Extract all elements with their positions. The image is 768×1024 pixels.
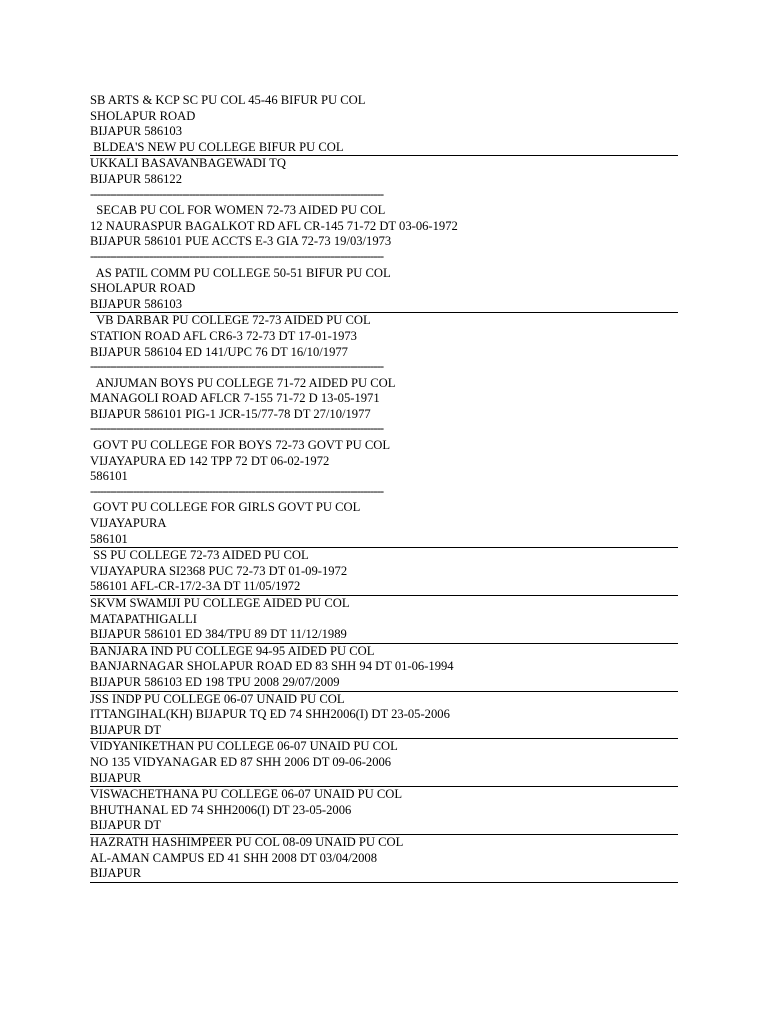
college-name-line: VB DARBAR PU COLLEGE 72-73 AIDED PU COL [90,313,371,328]
college-detail-line: 586101 AFL-CR-17/2-3A DT 11/05/1972 [90,579,301,594]
college-record [90,266,678,314]
college-name-line: SKVM SWAMIJI PU COLLEGE AIDED PU COL [90,596,350,610]
college-detail-line: STATION ROAD AFL CR6-3 72-73 DT 17-01-1973 [90,328,357,343]
college-detail-line: BIJAPUR 586103 [90,124,183,139]
record-divider-dashes: ----------------------------------------------------------------------------------------- [90,360,384,374]
college-detail-line: BIJAPUR 586101 ED 384/TPU 89 DT 11/12/1989 [90,627,347,642]
college-detail-line: 586101 [90,531,128,546]
college-detail-line: BIJAPUR 586101 PUE ACCTS E-3 GIA 72-73 19/03/1973 [90,234,392,249]
college-record [90,500,678,548]
college-record [90,140,678,157]
college-detail-line: 586101 [90,469,128,484]
record-divider-dashes: ----------------------------------------------------------------------------------------- [90,484,384,498]
college-detail-line: MANAGOLI ROAD AFLCR 7-155 71-72 D 13-05-1971 [90,391,380,406]
college-detail-line: MATAPATHIGALLI [90,611,197,626]
college-record [90,93,678,140]
college-name-line: ANJUMAN BOYS PU COLLEGE 71-72 AIDED PU COL [90,375,396,390]
college-record [90,835,678,883]
college-name-line: JSS INDP PU COLLEGE 06-07 UNAID PU COL [90,691,345,706]
college-detail-line: BIJAPUR 586122 [90,171,183,186]
college-detail-line: BIJAPUR DT [90,818,162,833]
college-record [90,548,678,596]
college-detail-line: BIJAPUR [90,770,142,785]
college-detail-line: BIJAPUR [90,866,142,881]
college-detail-line: AL-AMAN CAMPUS ED 41 SHH 2008 DT 03/04/2008 [90,850,377,865]
college-name-line: SS PU COLLEGE 72-73 AIDED PU COL [90,548,309,563]
college-detail-line: VIJAYAPURA [90,516,167,531]
college-record [90,692,678,740]
college-record [90,438,678,500]
record-divider-dashes: ----------------------------------------------------------------------------------------- [90,187,384,201]
college-detail-line: BIJAPUR 586104 ED 141/UPC 76 DT 16/10/1977 [90,344,348,359]
college-name-line: VIDYANIKETHAN PU COLLEGE 06-07 UNAID PU COL [90,739,398,754]
college-detail-line: BIJAPUR 586103 ED 198 TPU 2008 29/07/2009 [90,674,340,689]
college-record [90,596,678,644]
college-detail-line: BIJAPUR DT [90,722,162,737]
college-detail-line: ITTANGIHAL(KH) BIJAPUR TQ ED 74 SHH2006(I) DT 23-05-2006 [90,707,450,722]
college-record [90,787,678,835]
college-name-line: SECAB PU COL FOR WOMEN 72-73 AIDED PU COL [90,203,386,218]
college-record [90,376,678,438]
record-divider-dashes: ----------------------------------------------------------------------------------------- [90,249,384,263]
college-name-line: BANJARA IND PU COLLEGE 94-95 AIDED PU COL [90,643,375,658]
college-name-line: BLDEA'S NEW PU COLLEGE BIFUR PU COL [90,139,344,154]
college-name-line: AS PATIL COMM PU COLLEGE 50-51 BIFUR PU COL [90,265,391,280]
college-detail-line: BIJAPUR 586103 [90,296,183,311]
record-divider-rule [90,882,678,883]
college-detail-line: SHOLAPUR ROAD [90,108,196,123]
college-name-line: GOVT PU COLLEGE FOR GIRLS GOVT PU COL [90,500,361,515]
college-record [90,313,678,375]
college-name-line: UKKALI BASAVANBAGEWADI TQ [90,156,286,171]
college-record [90,156,678,203]
college-record-list [90,93,678,883]
college-detail-line: BHUTHANAL ED 74 SHH2006(I) DT 23-05-2006 [90,802,352,817]
college-detail-line: 12 NAURASPUR BAGALKOT RD AFL CR-145 71-72 DT 03-06-1972 [90,218,458,233]
college-detail-line: NO 135 VIDYANAGAR ED 87 SHH 2006 DT 09-06-2006 [90,754,392,769]
college-detail-line: BANJARNAGAR SHOLAPUR ROAD ED 83 SHH 94 DT 01-06-1994 [90,659,454,674]
college-name-line: GOVT PU COLLEGE FOR BOYS 72-73 GOVT PU COL [90,438,391,453]
college-name-line: HAZRATH HASHIMPEER PU COL 08-09 UNAID PU COL [90,834,404,849]
college-detail-line: BIJAPUR 586101 PIG-1 JCR-15/77-78 DT 27/10/1977 [90,406,371,421]
college-record [90,739,678,787]
college-detail-line: VIJAYAPURA ED 142 TPP 72 DT 06-02-1972 [90,453,330,468]
college-record [90,644,678,692]
college-detail-line: VIJAYAPURA SI2368 PUC 72-73 DT 01-09-1972 [90,563,348,578]
college-detail-line: SHOLAPUR ROAD [90,281,196,296]
college-name-line: VISWACHETHANA PU COLLEGE 06-07 UNAID PU COL [90,787,403,802]
college-name-line: SB ARTS & KCP SC PU COL 45-46 BIFUR PU COL [90,93,366,107]
record-divider-dashes: ----------------------------------------------------------------------------------------- [90,422,384,436]
college-record [90,203,678,265]
